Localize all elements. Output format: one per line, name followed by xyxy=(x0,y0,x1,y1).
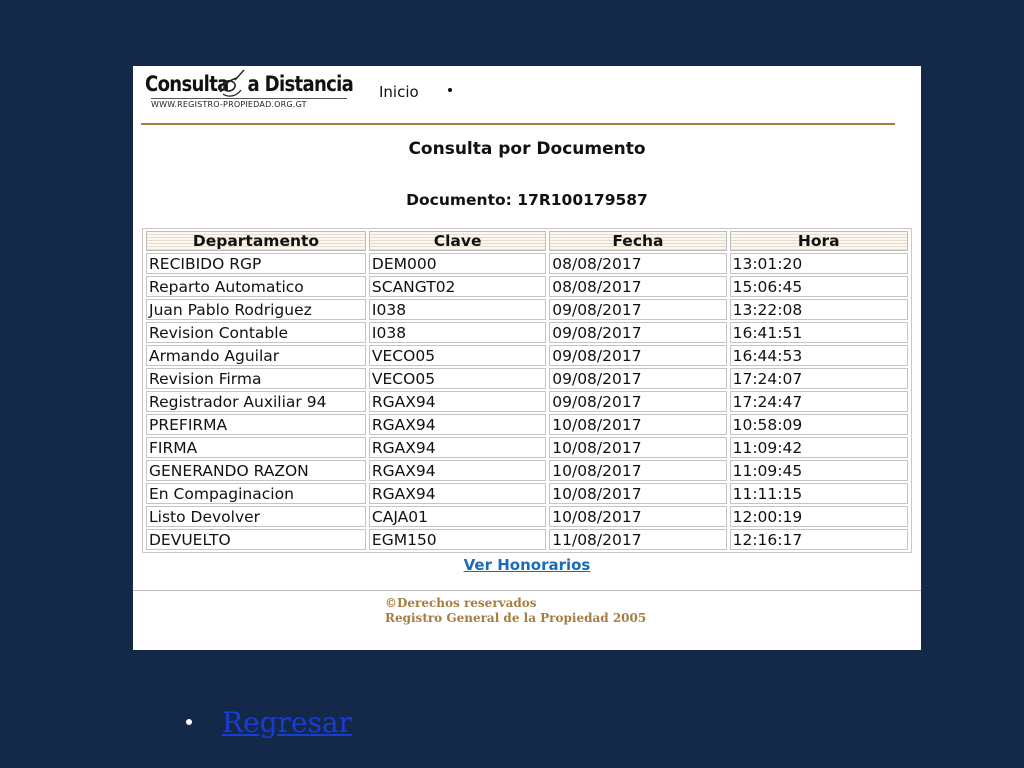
footer-rights: ©Derechos reservados xyxy=(385,596,537,610)
cell-fecha: 11/08/2017 xyxy=(549,529,726,550)
table-row xyxy=(146,368,908,389)
cell-departamento: Juan Pablo Rodriguez xyxy=(146,299,366,320)
table-row xyxy=(146,253,908,274)
bullet-icon xyxy=(186,719,192,725)
cell-departamento: PREFIRMA xyxy=(146,414,366,435)
ver-honorarios-link[interactable]: Ver Honorarios xyxy=(463,556,591,574)
cell-departamento: RECIBIDO RGP xyxy=(146,253,366,274)
table-row xyxy=(146,506,908,527)
document-number: 17R100179587 xyxy=(517,191,648,209)
web-page-screenshot xyxy=(133,66,921,650)
logo-text: Consulta a Distancia xyxy=(145,72,354,96)
table-row xyxy=(146,437,908,458)
cell-departamento: GENERANDO RAZON xyxy=(146,460,366,481)
cell-hora: 12:16:17 xyxy=(730,529,908,550)
cell-hora: 11:09:45 xyxy=(730,460,908,481)
table-row xyxy=(146,322,908,343)
cell-hora: 15:06:45 xyxy=(730,276,908,297)
table-row xyxy=(146,460,908,481)
cell-departamento: En Compaginacion xyxy=(146,483,366,504)
cell-fecha: 08/08/2017 xyxy=(549,253,726,274)
cell-fecha: 09/08/2017 xyxy=(549,322,726,343)
cell-clave: RGAX94 xyxy=(369,483,546,504)
cell-departamento: Armando Aguilar xyxy=(146,345,366,366)
cell-hora: 10:58:09 xyxy=(730,414,908,435)
document-label: Documento: xyxy=(406,191,512,209)
cell-hora: 13:01:20 xyxy=(730,253,908,274)
document-number-line xyxy=(133,191,921,209)
cell-clave: VECO05 xyxy=(369,368,546,389)
hand-with-pen-icon xyxy=(217,68,247,100)
header-divider xyxy=(141,123,895,125)
cell-fecha: 10/08/2017 xyxy=(549,414,726,435)
cell-departamento: Reparto Automatico xyxy=(146,276,366,297)
consulta-a-distancia-logo[interactable] xyxy=(145,70,353,118)
cell-hora: 17:24:07 xyxy=(730,368,908,389)
cell-fecha: 09/08/2017 xyxy=(549,345,726,366)
cell-departamento: Registrador Auxiliar 94 xyxy=(146,391,366,412)
cell-fecha: 09/08/2017 xyxy=(549,368,726,389)
column-header-fecha: Fecha xyxy=(549,231,726,251)
table-row xyxy=(146,483,908,504)
cell-clave: I038 xyxy=(369,322,546,343)
table-row xyxy=(146,299,908,320)
regresar-link[interactable]: Regresar xyxy=(222,706,352,739)
cell-hora: 11:11:15 xyxy=(730,483,908,504)
cell-departamento: Listo Devolver xyxy=(146,506,366,527)
cell-departamento: FIRMA xyxy=(146,437,366,458)
cell-clave: RGAX94 xyxy=(369,391,546,412)
cell-clave: DEM000 xyxy=(369,253,546,274)
logo-underline xyxy=(151,98,347,99)
cell-hora: 12:00:19 xyxy=(730,506,908,527)
cell-fecha: 10/08/2017 xyxy=(549,460,726,481)
cell-fecha: 08/08/2017 xyxy=(549,276,726,297)
cell-departamento: Revision Firma xyxy=(146,368,366,389)
column-header-hora: Hora xyxy=(730,231,908,251)
cell-departamento: Revision Contable xyxy=(146,322,366,343)
footer-copyright xyxy=(385,596,646,626)
cell-clave: CAJA01 xyxy=(369,506,546,527)
cell-hora: 11:09:42 xyxy=(730,437,908,458)
page-title: Consulta por Documento xyxy=(408,139,646,159)
cell-hora: 16:44:53 xyxy=(730,345,908,366)
cell-clave: RGAX94 xyxy=(369,414,546,435)
cell-clave: RGAX94 xyxy=(369,460,546,481)
table-header-row xyxy=(146,231,908,251)
cell-clave: SCANGT02 xyxy=(369,276,546,297)
footer-org: Registro General de la Propiedad 2005 xyxy=(385,611,647,625)
column-header-departamento: Departamento xyxy=(146,231,366,251)
cell-clave: I038 xyxy=(369,299,546,320)
cell-fecha: 10/08/2017 xyxy=(549,483,726,504)
nav-bullet-icon xyxy=(448,88,452,92)
cell-clave: EGM150 xyxy=(369,529,546,550)
table-row xyxy=(146,276,908,297)
cell-clave: VECO05 xyxy=(369,345,546,366)
nav-inicio-link[interactable]: Inicio xyxy=(379,83,419,101)
table-row xyxy=(146,391,908,412)
logo-url: WWW.REGISTRO-PROPIEDAD.ORG.GT xyxy=(151,100,307,109)
cell-fecha: 09/08/2017 xyxy=(549,391,726,412)
cell-hora: 16:41:51 xyxy=(730,322,908,343)
table-row xyxy=(146,414,908,435)
cell-fecha: 10/08/2017 xyxy=(549,506,726,527)
footer-divider xyxy=(133,590,921,591)
cell-hora: 17:24:47 xyxy=(730,391,908,412)
table-row xyxy=(146,345,908,366)
column-header-clave: Clave xyxy=(369,231,546,251)
cell-fecha: 09/08/2017 xyxy=(549,299,726,320)
cell-clave: RGAX94 xyxy=(369,437,546,458)
cell-hora: 13:22:08 xyxy=(730,299,908,320)
document-tracking-table xyxy=(142,228,912,553)
table-row xyxy=(146,529,908,550)
cell-departamento: DEVUELTO xyxy=(146,529,366,550)
cell-fecha: 10/08/2017 xyxy=(549,437,726,458)
